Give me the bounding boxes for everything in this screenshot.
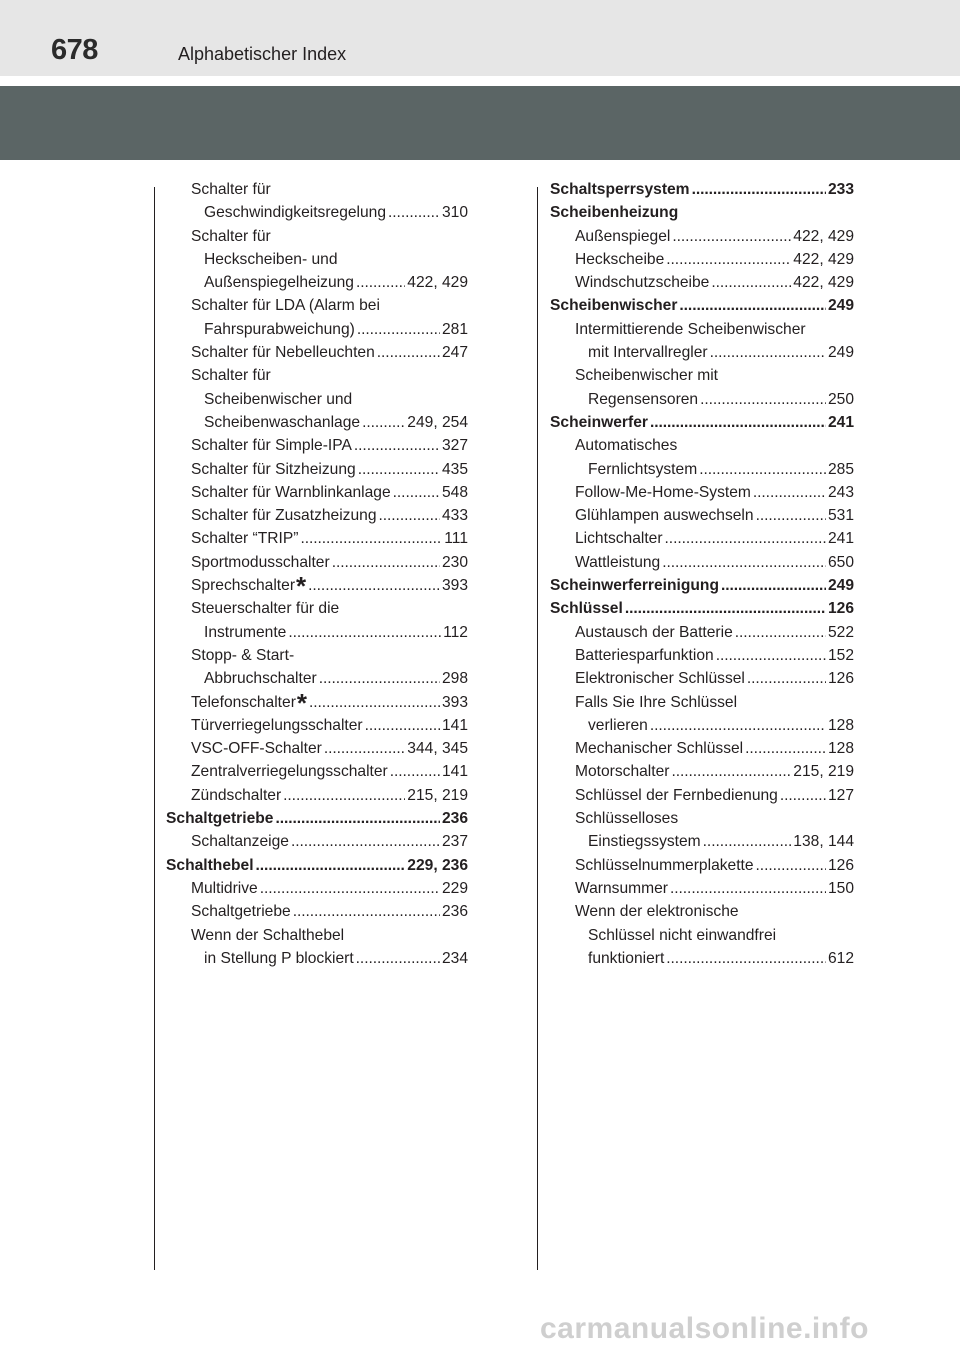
- index-column-right: [550, 178, 854, 970]
- index-entry: Schalter für Nebelleuchten . . . 247: [166, 341, 468, 364]
- index-entry: Motorschalter . . . 215, 219: [550, 760, 854, 783]
- section-banner: [0, 86, 960, 160]
- column-rule-middle: [537, 187, 538, 1270]
- index-heading: Scheinwerfer . . . 241: [550, 411, 854, 434]
- index-entry: Falls Sie Ihre Schlüssel verlieren . . . 128: [550, 691, 854, 738]
- index-heading: Scheinwerferreinigung . . . 249: [550, 574, 854, 597]
- index-entry: Stopp- & Start- Abbruchschalter . . . 298: [166, 644, 468, 691]
- index-entry: Schalter für Scheibenwischer und Scheibenwaschanlage . . . 249, 254: [166, 364, 468, 434]
- index-entry: Schaltgetriebe . . . 236: [166, 900, 468, 923]
- column-rule-left: [154, 187, 155, 1270]
- header-band: [0, 0, 960, 76]
- index-heading: Schlüssel . . . 126: [550, 597, 854, 620]
- index-entry: Elektronischer Schlüssel . . . 126: [550, 667, 854, 690]
- index-entry: Schalter für Simple-IPA . . . 327: [166, 434, 468, 457]
- index-entry: Glühlampen auswechseln . . . 531: [550, 504, 854, 527]
- index-entry: Mechanischer Schlüssel . . . 128: [550, 737, 854, 760]
- index-entry: Lichtschalter . . . 241: [550, 527, 854, 550]
- index-entry: Schlüssel der Fernbedienung . . . 127: [550, 784, 854, 807]
- asterisk-mark: *: [296, 571, 307, 602]
- index-entry: Schlüsselnummerplakette . . . 126: [550, 854, 854, 877]
- index-heading: Scheibenwischer . . . 249: [550, 294, 854, 317]
- index-entry: Warnsummer . . . 150: [550, 877, 854, 900]
- index-entry: Windschutzscheibe . . . 422, 429: [550, 271, 854, 294]
- index-entry: VSC-OFF-Schalter . . . 344, 345: [166, 737, 468, 760]
- index-entry: Zündschalter . . . 215, 219: [166, 784, 468, 807]
- index-heading: Schaltgetriebe . . . 236: [166, 807, 468, 830]
- index-entry: Schalter für Sitzheizung . . . 435: [166, 458, 468, 481]
- page-title: Alphabetischer Index: [178, 44, 347, 64]
- index-entry: Steuerschalter für die Instrumente . . . 112: [166, 597, 468, 644]
- index-entry: Schalter für Zusatzheizung . . . 433: [166, 504, 468, 527]
- index-heading: Schaltsperrsystem . . . 233: [550, 178, 854, 201]
- index-entry: Multidrive . . . 229: [166, 877, 468, 900]
- asterisk-mark: *: [296, 687, 308, 718]
- page-number: 678: [51, 34, 98, 66]
- index-entry: Schlüsselloses Einstiegssystem . . . 138, 144: [550, 807, 854, 854]
- index-entry: Außenspiegel . . . 422, 429: [550, 225, 854, 248]
- index-entry: Automatisches Fernlichtsystem . . . 285: [550, 434, 854, 481]
- index-entry: Follow-Me-Home-System . . . 243: [550, 481, 854, 504]
- index-entry: Schalter für Heckscheiben- und Außenspiegelheizung . . . 422, 429: [166, 225, 468, 295]
- index-entry: Intermittierende Scheibenwischer mit Intervallregler . . . 249: [550, 318, 854, 365]
- index-entry: Türverriegelungsschalter . . . 141: [166, 714, 468, 737]
- index-heading: Schalthebel . . . 229, 236: [166, 854, 468, 877]
- index-entry: Austausch der Batterie . . . 522: [550, 621, 854, 644]
- index-entry: Wenn der Schalthebel in Stellung P blockiert . . . 234: [166, 924, 468, 971]
- index-entry: Schaltanzeige . . . 237: [166, 830, 468, 853]
- index-column-left: [166, 178, 468, 970]
- index-entry: Telefonschalter * . . . 393: [166, 691, 468, 714]
- watermark: carmanualsonline.info: [540, 1312, 869, 1345]
- index-entry: Wenn der elektronische Schlüssel nicht einwandfrei funktioniert . . . 612: [550, 900, 854, 970]
- index-entry: Wattleistung . . . 650: [550, 551, 854, 574]
- index-heading: Scheibenheizung: [550, 204, 679, 222]
- index-entry: Sprechschalter * . . . 393: [166, 574, 468, 597]
- index-entry: Scheibenwischer mit Regensensoren . . . 250: [550, 364, 854, 411]
- index-entry: Schalter für LDA (Alarm bei Fahrspurabweichung) . . . 281: [166, 294, 468, 341]
- index-entry: Schalter für Geschwindigkeitsregelung . . . 310: [166, 178, 468, 225]
- index-entry: Schalter “TRIP” . . . 111: [166, 527, 468, 550]
- index-entry: Batteriesparfunktion . . . 152: [550, 644, 854, 667]
- index-entry: Zentralverriegelungsschalter . . . 141: [166, 760, 468, 783]
- index-entry: Heckscheibe . . . 422, 429: [550, 248, 854, 271]
- index-entry: Sportmodusschalter . . . 230: [166, 551, 468, 574]
- index-entry: Schalter für Warnblinkanlage . . . 548: [166, 481, 468, 504]
